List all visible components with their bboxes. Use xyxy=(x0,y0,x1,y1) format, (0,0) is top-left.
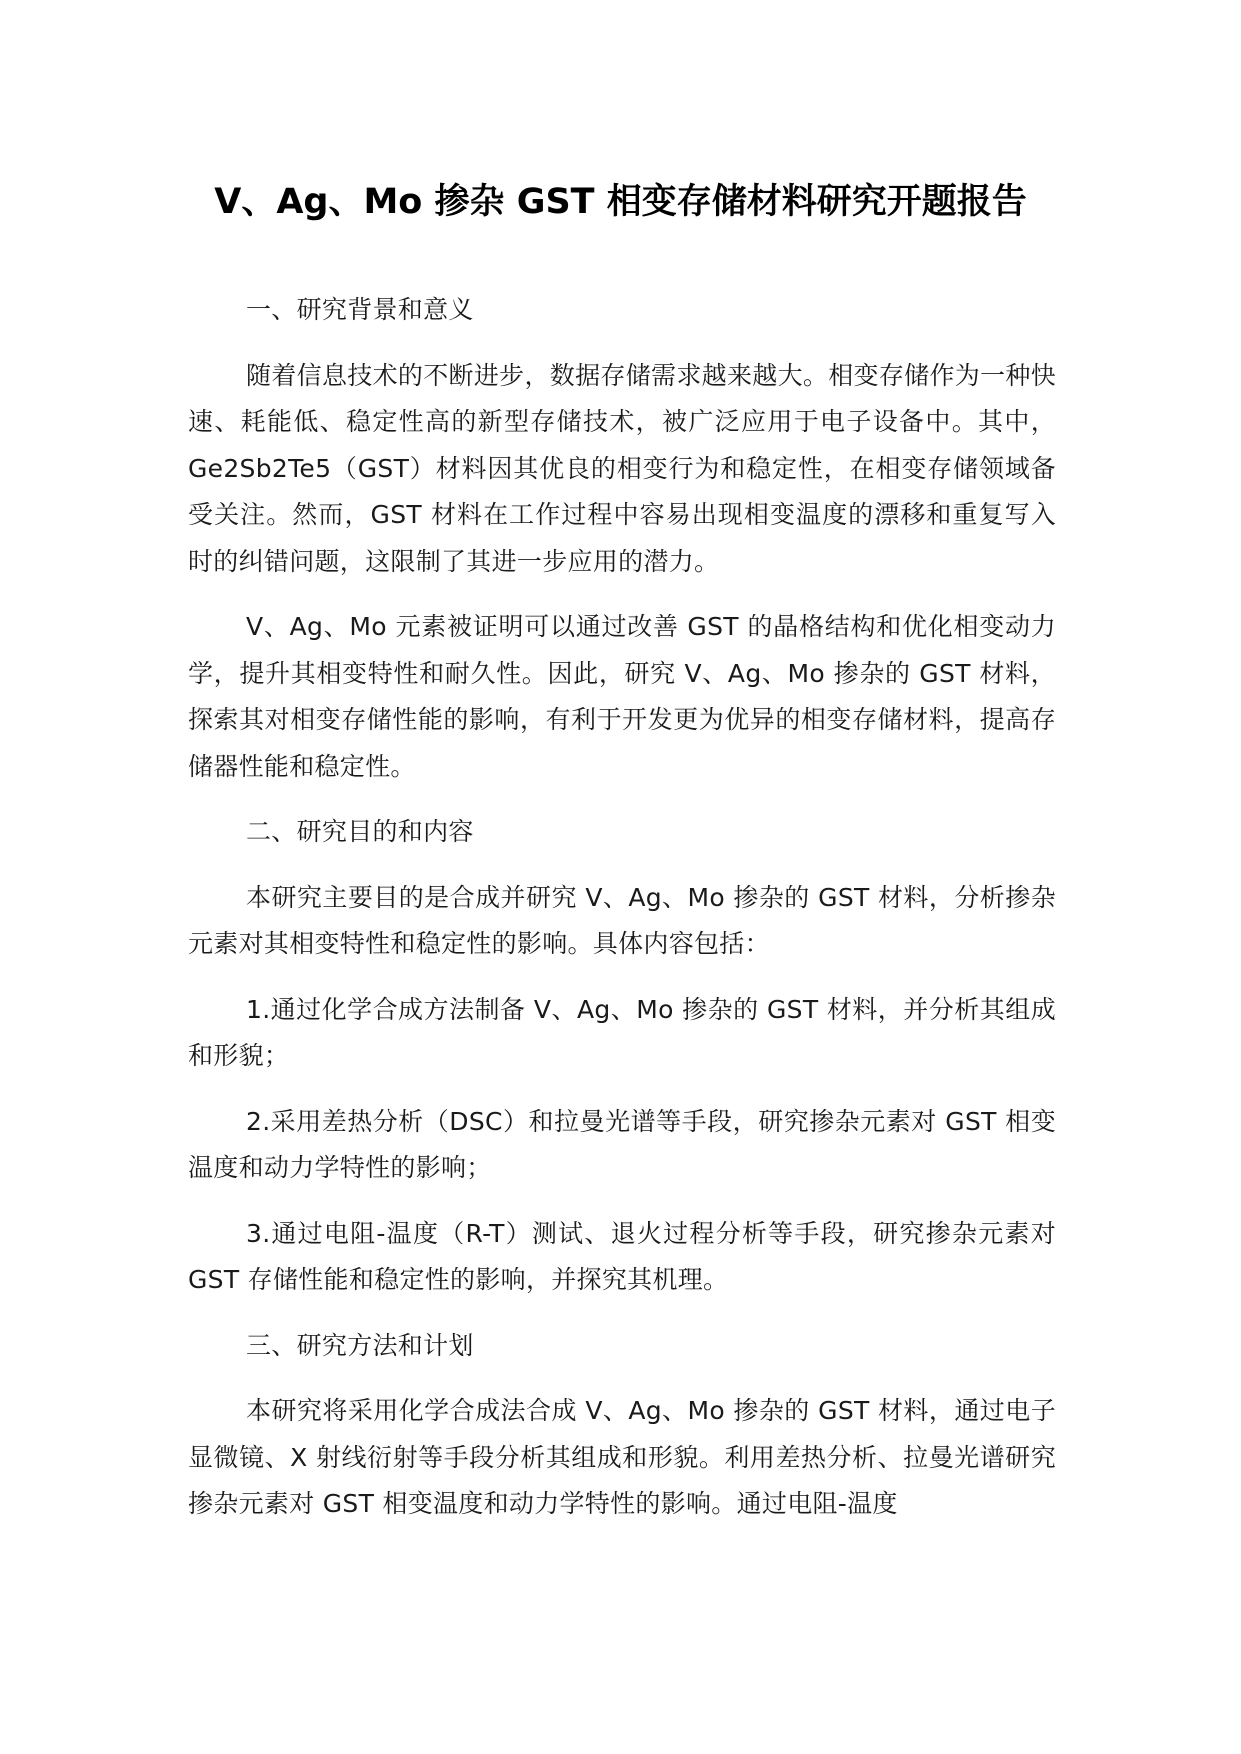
paragraph-methods: 本研究将采用化学合成法合成 V、Ag、Mo 掺杂的 GST 材料，通过电子显微镜、X 射线衍射等手段分析其组成和形貌。利用差热分析、拉曼光谱研究掺杂元素对 GST 相变温度和动力学特性的影响。通过电阻-温度 xyxy=(188,1396,1056,1518)
paragraph-background-2: V、Ag、Mo 元素被证明可以通过改善 GST 的晶格结构和优化相变动力学，提升其相变特性和耐久性。因此，研究 V、Ag、Mo 掺杂的 GST 材料，探索其对相变存储性能的影响，有利于开发更为优异的相变存储材料，提高存储器性能和稳定性。 xyxy=(188,612,1056,781)
document-title: V、Ag、Mo 掺杂 GST 相变存储材料研究开题报告 xyxy=(214,182,1027,222)
list-item-3: 3.通过电阻-温度（R-T）测试、退火过程分析等手段，研究掺杂元素对 GST 存储性能和稳定性的影响，并探究其机理。 xyxy=(188,1218,1056,1294)
section-heading-objectives: 二、研究目的和内容 xyxy=(246,817,474,846)
list-item-1: 1.通过化学合成方法制备 V、Ag、Mo 掺杂的 GST 材料，并分析其组成和形貌； xyxy=(188,994,1056,1070)
list-item-2: 2.采用差热分析（DSC）和拉曼光谱等手段，研究掺杂元素对 GST 相变温度和动力学特性的影响； xyxy=(188,1106,1056,1182)
paragraph-background-1: 随着信息技术的不断进步，数据存储需求越来越大。相变存储作为一种快速、耗能低、稳定性高的新型存储技术，被广泛应用于电子设备中。其中，Ge2Sb2Te5（GST）材料因其优良的相变行为和稳定性，在相变存储领域备受关注。然而，GST 材料在工作过程中容易出现相变温度的漂移和重复写入时的纠错问题，这限制了其进一步应用的潜力。 xyxy=(188,360,1056,576)
section-heading-methods: 三、研究方法和计划 xyxy=(246,1330,474,1360)
section-heading-background: 一、研究背景和意义 xyxy=(246,295,474,324)
paragraph-objectives-intro: 本研究主要目的是合成并研究 V、Ag、Mo 掺杂的 GST 材料，分析掺杂元素对其相变特性和稳定性的影响。具体内容包括： xyxy=(188,882,1056,958)
document-body xyxy=(188,287,1056,1547)
